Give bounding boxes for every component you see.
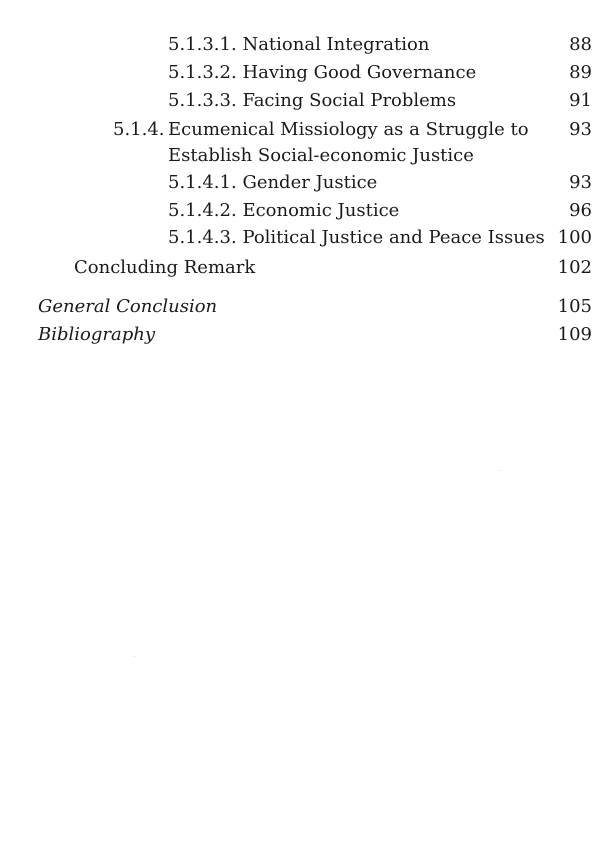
toc-entry-5-1-4-continued <box>168 142 474 169</box>
section-title: Bibliography <box>38 324 155 345</box>
toc-entry-general-conclusion <box>38 293 217 320</box>
page-number: 88 <box>569 34 592 55</box>
page-number: 105 <box>557 296 592 317</box>
toc-entry-5-1-3-2 <box>168 59 476 86</box>
section-number: 5.1.3.1. <box>168 34 237 55</box>
section-title: Ecumenical Missiology as a Struggle to <box>168 119 529 140</box>
section-title: Concluding Remark <box>74 257 256 278</box>
page-number: 93 <box>569 119 592 140</box>
section-title: National Integration <box>242 34 430 55</box>
page-number: 109 <box>557 324 592 345</box>
section-number: 5.1.4.2. <box>168 200 237 221</box>
page-number: 100 <box>557 227 592 248</box>
section-title: Economic Justice <box>242 200 400 221</box>
toc-entry-5-1-4 <box>113 116 529 143</box>
section-number: 5.1.4.1. <box>168 172 237 193</box>
scan-speck <box>134 656 135 657</box>
toc-entry-concluding-remark <box>74 254 255 281</box>
section-title-line2: Establish Social-economic Justice <box>168 145 474 166</box>
section-title: Having Good Governance <box>242 62 477 83</box>
page-number: 93 <box>569 172 592 193</box>
toc-entry-5-1-3-1 <box>168 31 429 58</box>
toc-entry-5-1-4-3 <box>168 224 545 251</box>
section-title: Gender Justice <box>242 172 378 193</box>
page-number: 96 <box>569 200 592 221</box>
scan-speck <box>500 470 501 471</box>
section-number: 5.1.3.3. <box>168 90 237 111</box>
section-title: General Conclusion <box>38 296 218 317</box>
toc-entry-bibliography <box>38 321 155 348</box>
section-number: 5.1.4. <box>113 119 165 140</box>
page-number: 102 <box>557 257 592 278</box>
section-number: 5.1.3.2. <box>168 62 237 83</box>
toc-entry-5-1-4-1 <box>168 169 377 196</box>
toc-entry-5-1-4-2 <box>168 197 399 224</box>
section-number: 5.1.4.3. <box>168 227 237 248</box>
page-number: 89 <box>569 62 592 83</box>
section-title: Facing Social Problems <box>242 90 457 111</box>
section-title: Political Justice and Peace Issues <box>242 227 545 248</box>
toc-entry-5-1-3-3 <box>168 87 456 114</box>
page-number: 91 <box>569 90 592 111</box>
